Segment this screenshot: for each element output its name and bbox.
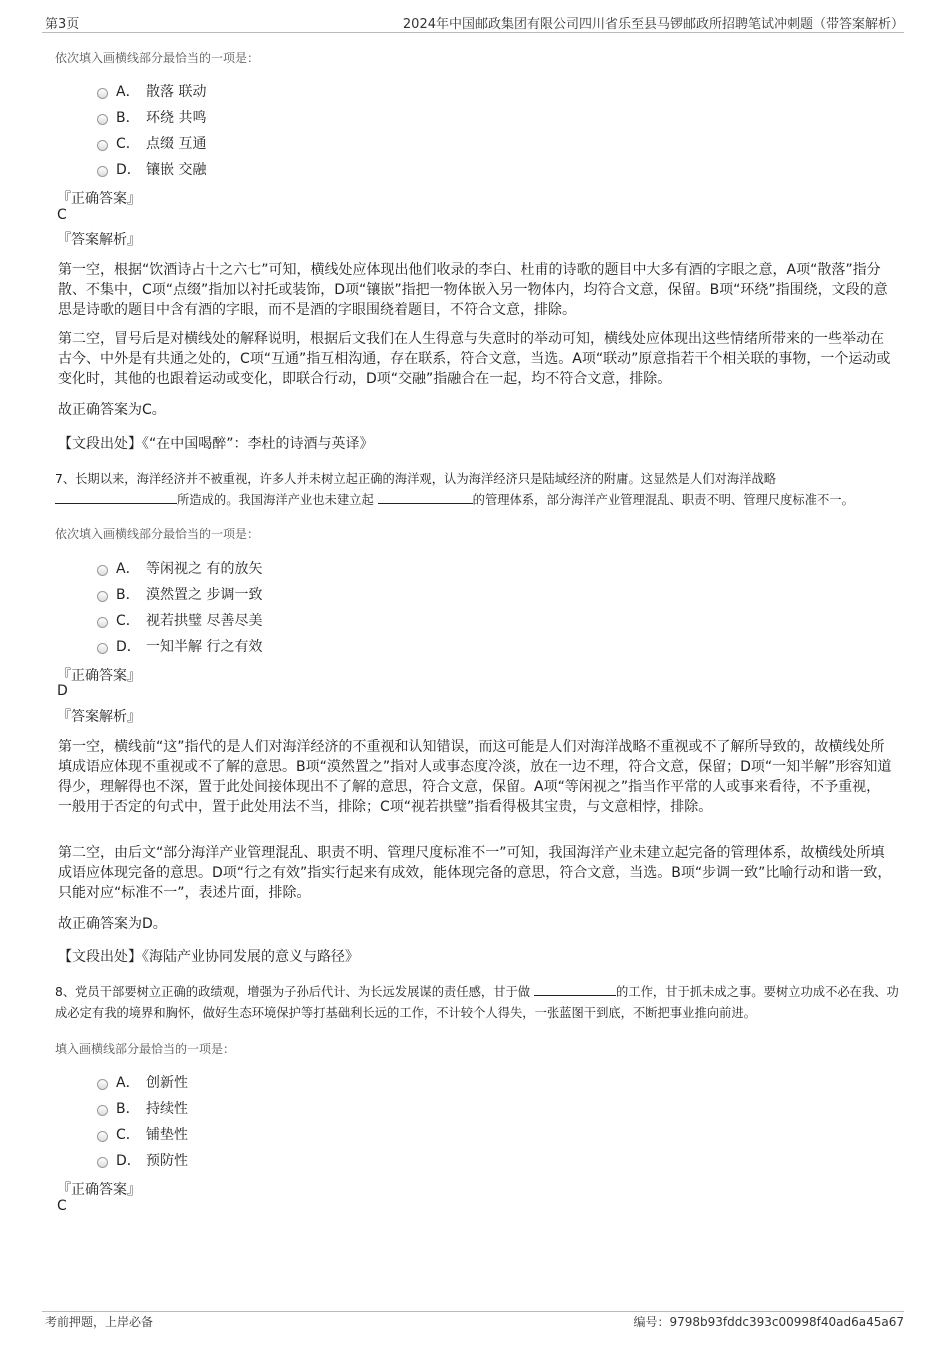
option-d[interactable]: [97, 159, 206, 179]
option-c[interactable]: [97, 133, 206, 153]
document-title: 2024年中国邮政集团有限公司四川省乐至县马锣邮政所招聘笔试冲刺题（带答案解析）: [402, 17, 904, 32]
analysis-label: 『答案解析』: [57, 232, 141, 248]
analysis-conclusion: 故正确答案为C。: [58, 402, 166, 418]
option-letter: A．: [116, 84, 140, 100]
option-c[interactable]: [97, 610, 262, 630]
option-letter: D．: [116, 639, 141, 655]
correct-answer: C: [57, 1198, 67, 1214]
radio-icon[interactable]: [97, 565, 108, 576]
question-prompt: 依次填入画横线部分最恰当的一项是：: [55, 51, 260, 65]
radio-icon[interactable]: [97, 1131, 108, 1142]
option-text: 铺垫性: [146, 1127, 188, 1143]
option-letter: A．: [116, 1075, 140, 1091]
analysis-paragraph: 第一空，根据“饮酒诗占十之六七”可知，横线处应体现出他们收录的李白、杜甫的诗歌的题目中大多有酒的字眼之意，A项“散落”指分散、不集中，C项“点缀”指加以衬托或装饰，D项“镶嵌”指把一物体嵌入另一物体内，均符合文意，保留。B项“环绕”指围绕，文段的意思是诗歌的题目中含有酒的字眼，而不是酒的字眼围绕着题目，不符合文意，排除。: [58, 262, 888, 318]
question-prompt: 依次填入画横线部分最恰当的一项是：: [55, 527, 260, 541]
option-letter: A．: [116, 561, 140, 577]
option-letter: B．: [116, 587, 140, 603]
source-citation: 【文段出处】《“在中国喝醉”：李杜的诗酒与英译》: [58, 436, 374, 452]
question-7-stem: 7、长期以来，海洋经济并不被重视，许多人并未树立起正确的海洋观，认为海洋经济只是陆域经济的附庸。这显然是人们对海洋战略 所造成的。我国海洋产业也未建立起 的管理体系，部分海洋产业管理混乱、职责不明、管理尺度标准不一。: [55, 472, 854, 507]
option-letter: D．: [116, 162, 141, 178]
analysis-label: 『答案解析』: [57, 709, 141, 725]
option-letter: C．: [116, 1127, 140, 1143]
header-divider: [42, 32, 904, 33]
analysis-paragraph: 第二空，由后文“部分海洋产业管理混乱、职责不明、管理尺度标准不一”可知，我国海洋产业未建立起完备的管理体系，故横线处所填成语应体现完备的意思。D项“行之有效”指实行起来有成效，能体现完备的意思，符合文意，当选。B项“步调一致”比喻行动和谐一致，只能对应“标准不一”，表述片面，排除。: [58, 845, 892, 901]
radio-icon[interactable]: [97, 140, 108, 151]
correct-answer: C: [57, 207, 67, 223]
radio-icon[interactable]: [97, 1105, 108, 1116]
option-text: 等闲视之 有的放矢: [146, 561, 263, 577]
document-id: 编号：9798b93fddc393c00998f40ad6a45a67: [633, 1315, 904, 1329]
option-a[interactable]: [97, 81, 206, 101]
option-text: 视若拱璧 尽善尽美: [146, 613, 263, 629]
option-d[interactable]: [97, 636, 262, 656]
radio-icon[interactable]: [97, 1079, 108, 1090]
option-text: 镶嵌 交融: [146, 162, 207, 178]
blank: [378, 491, 473, 504]
option-text: 散落 联动: [146, 84, 207, 100]
blank: [534, 983, 616, 996]
footer-slogan: 考前押题，上岸必备: [45, 1315, 154, 1329]
question-prompt: 填入画横线部分最恰当的一项是：: [55, 1042, 236, 1056]
analysis-paragraph: 第二空，冒号后是对横线处的解释说明，根据后文我们在人生得意与失意时的举动可知，横线处应体现出这些情绪所带来的一些举动在古今、中外是有共通之处的，C项“互通”指互相沟通，存在联系，符合文意，当选。A项“联动”原意指若干个相关联的事物，一个运动或变化时，其他的也跟着运动或变化，即联合行动，D项“交融”指融合在一起，均不符合文意，排除。: [58, 331, 891, 387]
option-text: 预防性: [146, 1153, 188, 1169]
answer-label: 『正确答案』: [57, 191, 141, 207]
option-text: 一知半解 行之有效: [146, 639, 263, 655]
answer-label: 『正确答案』: [57, 1182, 141, 1198]
radio-icon[interactable]: [97, 114, 108, 125]
option-a[interactable]: [97, 1072, 188, 1092]
analysis-paragraph: 第一空，横线前“这”指代的是人们对海洋经济的不重视和认知错误，而这可能是人们对海洋战略不重视或不了解所导致的，故横线处所填成语应体现不重视或不了解的意思。B项“漠然置之”指对人或事态度冷淡，放在一边不理，符合文意，保留；D项“一知半解”形容知道得少，理解得也不深，置于此处间接体现出不了解的意思，符合文意，保留。A项“等闲视之”指当作平常的人或事来看待，不予重视，一般用于否定的句式中，置于此处用法不当，排除；C项“视若拱璧”指看得极其宝贵，与文意相悖，排除。: [58, 739, 892, 815]
option-text: 环绕 共鸣: [146, 110, 207, 126]
option-letter: D．: [116, 1153, 141, 1169]
option-letter: C．: [116, 613, 140, 629]
radio-icon[interactable]: [97, 1157, 108, 1168]
option-letter: B．: [116, 1101, 140, 1117]
option-text: 创新性: [146, 1075, 188, 1091]
blank: [55, 491, 177, 504]
analysis-conclusion: 故正确答案为D。: [58, 916, 167, 932]
option-d[interactable]: [97, 1150, 188, 1170]
option-a[interactable]: [97, 558, 262, 578]
radio-icon[interactable]: [97, 591, 108, 602]
option-c[interactable]: [97, 1124, 188, 1144]
option-text: 持续性: [146, 1101, 188, 1117]
option-letter: B．: [116, 110, 140, 126]
option-b[interactable]: [97, 584, 262, 604]
option-text: 漠然置之 步调一致: [146, 587, 263, 603]
footer-divider: [42, 1311, 904, 1312]
radio-icon[interactable]: [97, 88, 108, 99]
option-letter: C．: [116, 136, 140, 152]
option-b[interactable]: [97, 1098, 188, 1118]
option-text: 点缀 互通: [146, 136, 207, 152]
correct-answer: D: [57, 683, 68, 699]
question-8-stem: 8、党员干部要树立正确的政绩观，增强为子孙后代计、为长远发展谋的责任感，甘于做 的工作，甘于抓未成之事。要树立功成不必在我、功成必定有我的境界和胸怀，做好生态环境保护等打基础利长远的工作，不计较个人得失，一张蓝图干到底，不断把事业推向前进。: [55, 985, 899, 1020]
page-number: 第3页: [45, 17, 80, 32]
answer-label: 『正确答案』: [57, 668, 141, 684]
radio-icon[interactable]: [97, 643, 108, 654]
radio-icon[interactable]: [97, 166, 108, 177]
option-b[interactable]: [97, 107, 206, 127]
source-citation: 【文段出处】《海陆产业协同发展的意义与路径》: [58, 949, 359, 965]
radio-icon[interactable]: [97, 617, 108, 628]
